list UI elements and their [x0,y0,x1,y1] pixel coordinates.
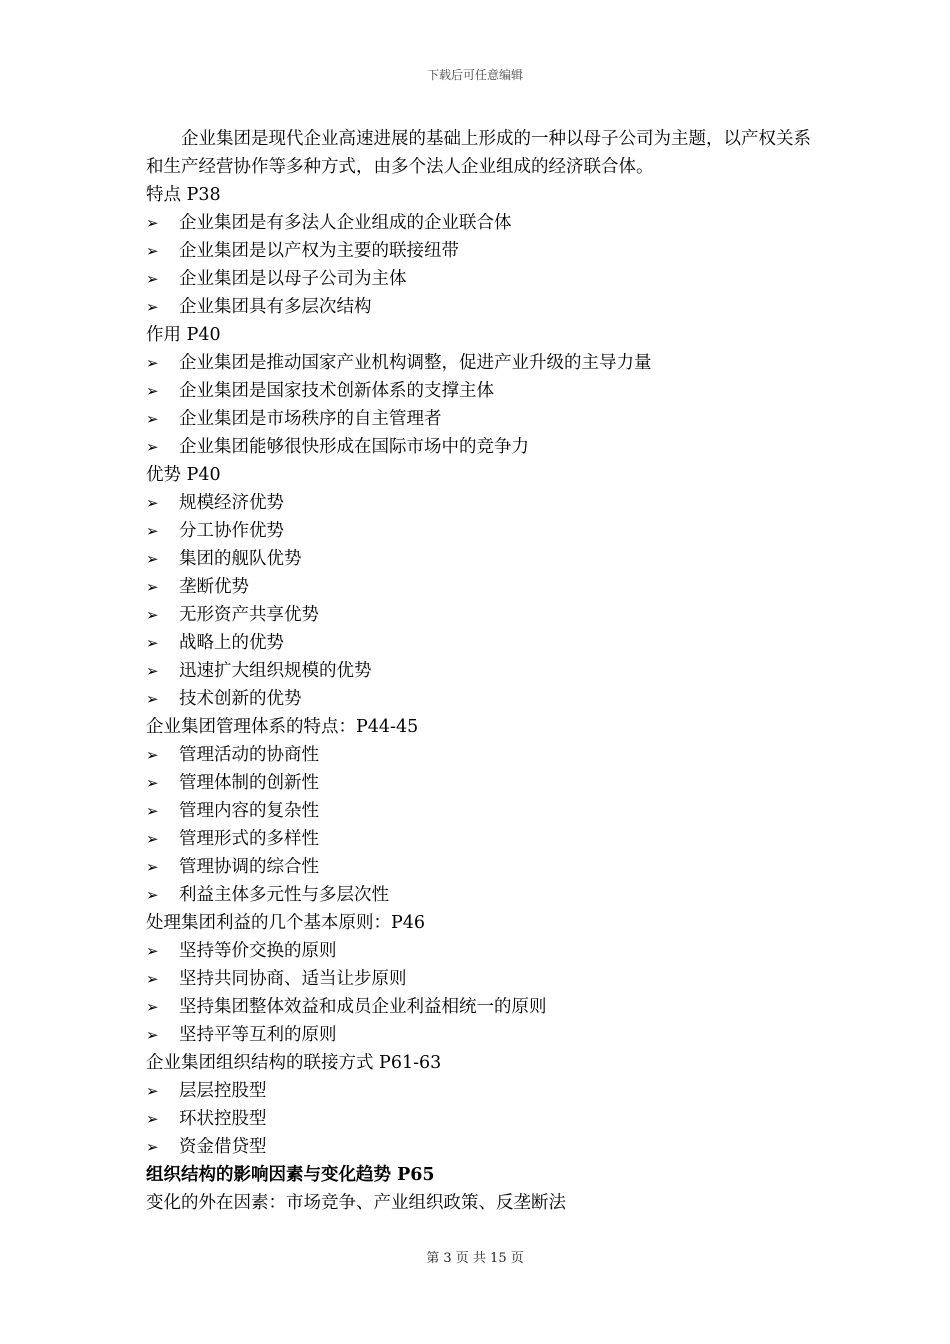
arrow-bullet-icon: ➢ [146,662,159,680]
arrow-bullet-icon: ➢ [146,522,159,540]
arrow-bullet-icon: ➢ [146,690,159,708]
list-item-text: 坚持共同协商、适当让步原则 [179,969,407,989]
list-item [146,293,811,321]
arrow-bullet-icon: ➢ [146,1110,159,1128]
section-heading: 企业集团组织结构的联接方式 P61-63 [146,1053,442,1073]
bullet-list [146,1077,811,1161]
list-item [146,937,811,965]
section-heading: 作用 P40 [146,325,221,345]
list-item [146,1105,811,1133]
bullet-list [146,349,811,461]
list-item [146,629,811,657]
list-item-text: 环状控股型 [179,1109,267,1129]
list-item [146,797,811,825]
list-item [146,517,811,545]
section-heading: 优势 P40 [146,465,221,485]
list-item [146,265,811,293]
section-heading: 企业集团管理体系的特点：P44-45 [146,717,419,737]
list-item [146,601,811,629]
arrow-bullet-icon: ➢ [146,1138,159,1156]
list-item-text: 坚持平等互利的原则 [179,1025,337,1045]
arrow-bullet-icon: ➢ [146,886,159,904]
arrow-bullet-icon: ➢ [146,634,159,652]
list-item [146,433,811,461]
list-item [146,1133,811,1161]
list-item [146,1077,811,1105]
list-item-text: 技术创新的优势 [179,689,302,709]
list-item-text: 企业集团是有多法人企业组成的企业联合体 [179,213,512,233]
intro-paragraph: 企业集团是现代企业高速进展的基础上形成的一种以母子公司为主题，以产权关系和生产经营协作等多种方式，由多个法人企业组成的经济联合体。 [146,129,811,177]
list-item [146,489,811,517]
list-item-text: 企业集团是国家技术创新体系的支撑主体 [179,381,494,401]
arrow-bullet-icon: ➢ [146,1082,159,1100]
list-item-text: 资金借贷型 [179,1137,267,1157]
section-heading: 处理集团利益的几个基本原则：P46 [146,913,426,933]
list-item [146,573,811,601]
list-item-text: 利益主体多元性与多层次性 [179,885,389,905]
list-item-text: 企业集团是以母子公司为主体 [179,269,407,289]
section-heading: 特点 P38 [146,185,221,205]
list-item-text: 迅速扩大组织规模的优势 [179,661,372,681]
list-item-text: 管理形式的多样性 [179,829,319,849]
arrow-bullet-icon: ➢ [146,858,159,876]
bullet-list [146,937,811,1049]
list-item [146,741,811,769]
arrow-bullet-icon: ➢ [146,382,159,400]
list-item [146,237,811,265]
document-body [146,125,811,1217]
list-item [146,349,811,377]
list-item-text: 战略上的优势 [179,633,284,653]
list-item-text: 企业集团是推动国家产业机构调整，促进产业升级的主导力量 [179,353,652,373]
arrow-bullet-icon: ➢ [146,214,159,232]
arrow-bullet-icon: ➢ [146,550,159,568]
section-heading: 组织结构的影响因素与变化趋势 P65 [146,1165,435,1185]
list-item-text: 规模经济优势 [179,493,284,513]
list-item [146,769,811,797]
arrow-bullet-icon: ➢ [146,830,159,848]
list-item [146,853,811,881]
arrow-bullet-icon: ➢ [146,1026,159,1044]
list-item [146,657,811,685]
list-item [146,881,811,909]
list-item-text: 管理体制的创新性 [179,773,319,793]
page-footer: 第 3 页 共 15 页 [426,1251,524,1266]
arrow-bullet-icon: ➢ [146,774,159,792]
list-item [146,993,811,1021]
list-item-text: 分工协作优势 [179,521,284,541]
list-item-text: 企业集团具有多层次结构 [179,297,372,317]
bullet-list [146,741,811,909]
bullet-list [146,489,811,713]
page-header: 下载后可任意编辑 [426,68,523,82]
arrow-bullet-icon: ➢ [146,578,159,596]
sections-container [146,181,811,1189]
list-item [146,405,811,433]
arrow-bullet-icon: ➢ [146,270,159,288]
list-item-text: 垄断优势 [179,577,249,597]
arrow-bullet-icon: ➢ [146,242,159,260]
arrow-bullet-icon: ➢ [146,746,159,764]
list-item-text: 企业集团是市场秩序的自主管理者 [179,409,442,429]
list-item-text: 企业集团能够很快形成在国际市场中的竞争力 [179,437,529,457]
list-item [146,825,811,853]
arrow-bullet-icon: ➢ [146,438,159,456]
arrow-bullet-icon: ➢ [146,606,159,624]
list-item [146,377,811,405]
list-item [146,1021,811,1049]
list-item-text: 管理协调的综合性 [179,857,319,877]
list-item-text: 坚持等价交换的原则 [179,941,337,961]
arrow-bullet-icon: ➢ [146,998,159,1016]
arrow-bullet-icon: ➢ [146,802,159,820]
list-item-text: 集团的舰队优势 [179,549,302,569]
list-item [146,685,811,713]
arrow-bullet-icon: ➢ [146,410,159,428]
arrow-bullet-icon: ➢ [146,494,159,512]
list-item-text: 企业集团是以产权为主要的联接纽带 [179,241,459,261]
arrow-bullet-icon: ➢ [146,942,159,960]
arrow-bullet-icon: ➢ [146,354,159,372]
arrow-bullet-icon: ➢ [146,298,159,316]
list-item-text: 管理内容的复杂性 [179,801,319,821]
list-item [146,209,811,237]
list-item [146,965,811,993]
list-item-text: 无形资产共享优势 [179,605,319,625]
bullet-list [146,209,811,321]
list-item-text: 管理活动的协商性 [179,745,319,765]
list-item-text: 层层控股型 [179,1081,267,1101]
closing-paragraph: 变化的外在因素：市场竞争、产业组织政策、反垄断法 [146,1193,566,1213]
list-item-text: 坚持集团整体效益和成员企业利益相统一的原则 [179,997,547,1017]
list-item [146,545,811,573]
arrow-bullet-icon: ➢ [146,970,159,988]
